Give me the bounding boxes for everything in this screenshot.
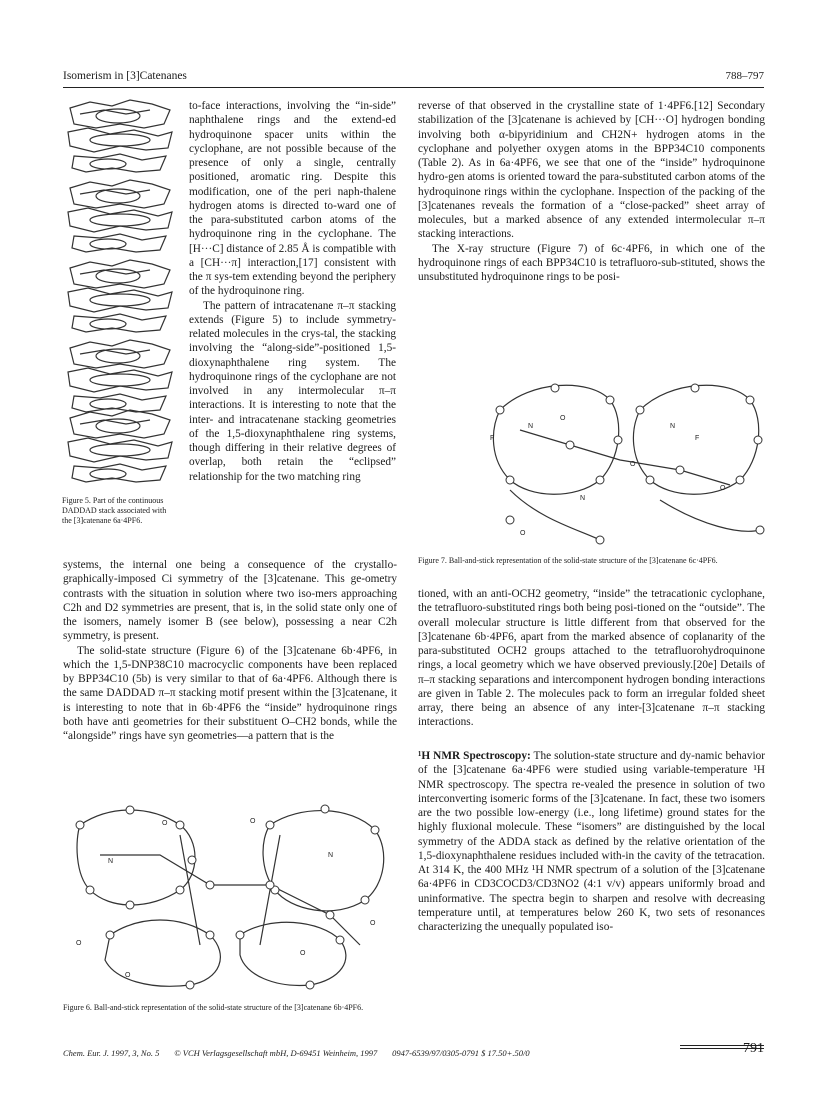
- svg-text:O: O: [520, 530, 526, 537]
- figure-7-drawing: [480, 370, 770, 550]
- figure-6-drawing: [70, 795, 390, 990]
- journal-citation: Chem. Eur. J. 1997, 3, No. 5: [63, 1048, 160, 1058]
- paragraph: systems, the internal one being a consequence of the crystallo-graphically-imposed Ci symmetry of the [3]catenane. This ge-ometry contrasts with the situation in solution where two iso-mers approaching C2h and D2 symmetries are present, that is, in the solid state only one of the isomers, namely isomer B (see below), possessing a near C2h symmetry, is present.: [63, 559, 397, 643]
- issn: 0947-6539/97/0305-0791 $ 17.50+.50/0: [392, 1048, 530, 1058]
- section-heading: ¹H NMR Spectroscopy:: [418, 750, 531, 762]
- paragraph: [418, 749, 765, 934]
- left-column-top-text: [189, 99, 396, 484]
- svg-text:F: F: [695, 435, 700, 442]
- running-header-pages: 788–797: [725, 70, 764, 82]
- footer-citation: [63, 1048, 530, 1058]
- paragraph: reverse of that observed in the crystalline state of 1·4PF6.[12] Secondary stabilization of the [3]catenane is achieved by [CH···O] hydrogen bonding involving both α-bipyridinium and CH2N+ hydrogen atoms in the cyclophane and polyether oxygen atoms in the BPP34C10 components (Table 2). As in 6a·4PF6, we see that one of the “inside” hydroquinone hydro-gen atoms is oriented toward the para-substituted carbon atoms of the hydroquinone rings within the cyclophane. Inspection of the packing of the [3]catenanes reveals the formation of a “close-packed” sheet array of molecules, but a marked absence of any extended intermolecular π–π stacking interactions.: [418, 100, 765, 241]
- svg-text:O: O: [560, 415, 566, 422]
- copyright: © VCH Verlagsgesellschaft mbH, D-69451 Weinheim, 1997: [174, 1048, 378, 1058]
- svg-text:F: F: [490, 435, 495, 442]
- svg-text:O: O: [125, 972, 131, 979]
- paragraph: The solid-state structure (Figure 6) of the [3]catenane 6b·4PF6, in which the 1,5-DNP38C10 macrocyclic components have been replaced by BPP34C10 (5b) is very similar to that of 6a·4PF6. Although there is the same DADDAD π–π stacking motif present within the [3]catenane, it is interesting to note that in 6b·4PF6 the “inside” hydroquinone rings both have anti geometries for their substituent O–CH2 bonds, while the “alongside” rings have syn geometries—a pattern that is the: [63, 644, 397, 742]
- svg-text:N: N: [328, 852, 334, 859]
- page-number: 791: [743, 1041, 764, 1056]
- svg-text:O: O: [162, 820, 168, 827]
- paragraph: to-face interactions, involving the “in-side” naphthalene rings and the extend-ed hydroquinone spacer units within the cyclophane, are not possible because of the presence of only a single, centrally positioned, aromatic ring. Despite this modification, one of the peri naph-thalene hydrogen atoms is directed to-ward one of the para-substituted carbon atoms of the hydroquinone ring in the cyclophane. The [H···C] distance of 2.85 Å is compatible with a [CH···π] interaction,[17] consistent with the π sys-tem extending beyond the periphery of the hydroquinone ring.: [189, 100, 396, 298]
- svg-text:O: O: [76, 940, 82, 947]
- right-column-top-text: [418, 99, 765, 284]
- left-column-wide-text: [63, 558, 397, 743]
- figure-7-caption: Figure 7. Ball-and-stick representation of the solid-state structure of the [3]catenane 6c·4PF6.: [418, 556, 718, 565]
- right-column-nmr-text: [418, 749, 765, 934]
- svg-text:O: O: [720, 485, 726, 492]
- svg-text:N: N: [670, 423, 676, 430]
- figure-5-caption: Figure 5. Part of the continuous DADDAD stack associated with the [3]catenane 6a·4PF6.: [62, 496, 167, 525]
- svg-text:N: N: [580, 495, 586, 502]
- paragraph: tioned, with an anti-OCH2 geometry, “inside” the tetracationic cyclophane, the tetrafluoro-substituted rings both being posi-tioned on the “outside”. The overall molecular structure is little different from that observed for the [3]catenane 6b·4PF6, apart from the marked absence of coplanarity of the para-substituted OCH2 groups attached to the tetrafluorohydroquinone rings, a local geometry which we have observed previously.[20e] Details of π–π stacking separations and intercomponent hydrogen bonding interactions are given in Table 2. The molecules pack to form an irregular folded sheet array, there being an absence of any inter-[3]catenane π–π stacking interactions.: [418, 588, 765, 729]
- figure-6-caption: Figure 6. Ball-and-stick representation of the solid-state structure of the [3]catenane 6b·4PF6.: [63, 1003, 364, 1012]
- right-column-lower-text: [418, 587, 765, 730]
- svg-text:N: N: [528, 423, 534, 430]
- figure-5-drawing: [60, 98, 180, 493]
- svg-text:O: O: [630, 461, 636, 468]
- paragraph-text: The solution-state structure and dy-namic behavior of the [3]catenane 6a·4PF6 were studied using variable-temperature ¹H NMR spectroscopy. The spectra re-vealed the presence in solution of two interconverting isomeric forms of the [3]catenane. In fact, these two isomers are the two possible low-energy (i.e., long lifetime) ground states for the highly fluxional molecule. These “isomers” are distinguished by the local symmetry of the ADDA stack as defined by the relative orientation of the 1,5-dioxynaphthalene residues included with-in the cavity of the tetracation. At 314 K, the 400 MHz ¹H NMR spectrum of a solution of the [3]catenane 6a·4PF6 in CD3COCD3/CD3NO2 (4:1 v/v) appears uniformly broad and uninformative. The spectra begin to sharpen and resolve with decreasing temperature until, at temperatures below 260 K, two sets of resonances characterizing the unequally populated iso-: [418, 750, 766, 933]
- svg-text:O: O: [300, 950, 306, 957]
- paragraph: The pattern of intracatenane π–π stacking extends (Figure 5) to include symmetry-related molecules in the crys-tal, the stacking involving the “along-side”-positioned 1,5-dioxynaphthalene ring system. The hydroquinone rings of the cyclophane are not involved in any intermolecular π–π interactions. It is interesting to note that the inter- and intracatenane stacking geometries of the 1,5-dioxynaphthalene ring systems, though differing in their relative degrees of overlap, both retain the “eclipsed” relationship for the two matching ring: [189, 299, 396, 483]
- svg-text:O: O: [250, 818, 256, 825]
- header-rule: [63, 87, 764, 88]
- svg-text:O: O: [370, 920, 376, 927]
- paragraph: The X-ray structure (Figure 7) of 6c·4PF6, in which one of the hydroquinone rings of each BPP34C10 is tetrafluoro-sub-stituted, shows the unsubstituted hydroquinone rings to be posi-: [418, 242, 765, 283]
- svg-text:N: N: [108, 858, 114, 865]
- running-header-title: Isomerism in [3]Catenanes: [63, 70, 187, 82]
